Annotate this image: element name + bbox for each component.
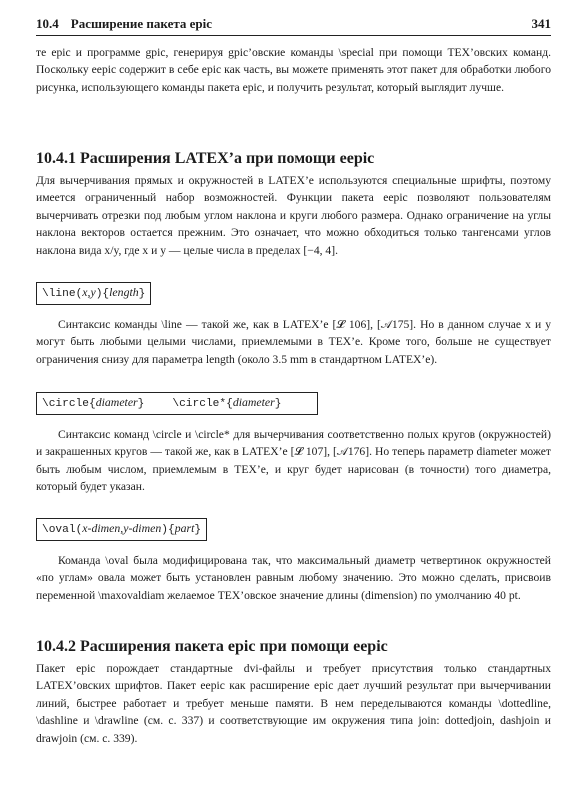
paragraph-intro: те epic и программе gpic, генерируя gpic’овские команды \special при помощи TEX’овских команд. Поскольку eepic содержит в себе epic как часть, вы можете применять этот пакет для обработки любого рисунка, использующего команды пакета epic, и получить результат, который выглядит лучше. <box>36 46 551 94</box>
paragraph-circle-syntax: Синтаксис команд \circle и \circle* для вычерчивания соответственно полых кругов (окружностей) и закрашенных кругов — такой же, как в LATEX’е [𝓛 107], [𝒜176]. Но теперь параметр diameter может быть любым числом, приемлемым в TEX’е, и круг будет нарисован (в точности) того диаметра, который будет указан. <box>36 428 551 494</box>
header-left <box>36 16 224 32</box>
paragraph-line-syntax: Синтаксис команды \line — такой же, как в LATEX’е [𝓛 106], [𝒜175]. Но в данном случае x и y могут быть любыми целыми числами, приемлемыми в TEX’е. Кроме того, больше не существует ограничения снизу для параметра length (около 3.5 mm в стандартном LATEX’е). <box>36 318 551 366</box>
section-heading-10-4-2: 10.4.2 Расширения пакета epic при помощи eepic <box>36 638 388 655</box>
header-section-number: 10.4 <box>36 16 59 31</box>
syntax-box-circle: \circle{diameter} \circle*{diameter} <box>36 392 318 415</box>
paragraph-epic-eepic: Пакет epic порождает стандартные dvi-файлы и требует присутствия только стандартных LATEX’овских шрифтов. Пакет eepic как расширение epic дает лучший результат при вычерчивании линий, быстрее работает и требует меньше памяти. В нем переделываются команды \dottedline, \dashline и \drawline (см. с. 337) и соответствующие им окружения типа join: dottedjoin, dashjoin и drawjoin (см. с. 339). <box>36 662 551 745</box>
page-number: 341 <box>531 16 551 31</box>
syntax-box-oval: \oval(x-dimen,y-dimen){part} <box>36 518 207 541</box>
syntax-box-line: \line(x,y){length} <box>36 282 151 305</box>
paragraph-oval: Команда \oval была модифицирована так, что максимальный диаметр четвертинок окружностей «по углам» овала может быть установлен равным любому значению. Это можно сделать, присвоив переменной \maxovaldiam желаемое TEX’овское значение длины (dimension) по умолчанию 40 pt. <box>36 554 551 602</box>
header-section-title: Расширение пакета epic <box>70 16 213 31</box>
paragraph-eepic-latex: Для вычерчивания прямых и окружностей в LATEX’е используются специальные шрифты, поэтому имеется ограниченный набор возможностей. Функции пакета eepic позволяют пользователям вычерчивать отрезки под любым углом наклона и круги любого размера. Однако ограничение на углы наклона векторов остается прежним. Это означает, что можно обходиться только тангенсами углов наклона вида x/y, где x и y — целые числа в пределах [−4, 4]. <box>36 174 551 257</box>
section-heading-10-4-1: 10.4.1 Расширения LATEX’а при помощи eepic <box>36 150 375 167</box>
running-header <box>36 10 551 36</box>
